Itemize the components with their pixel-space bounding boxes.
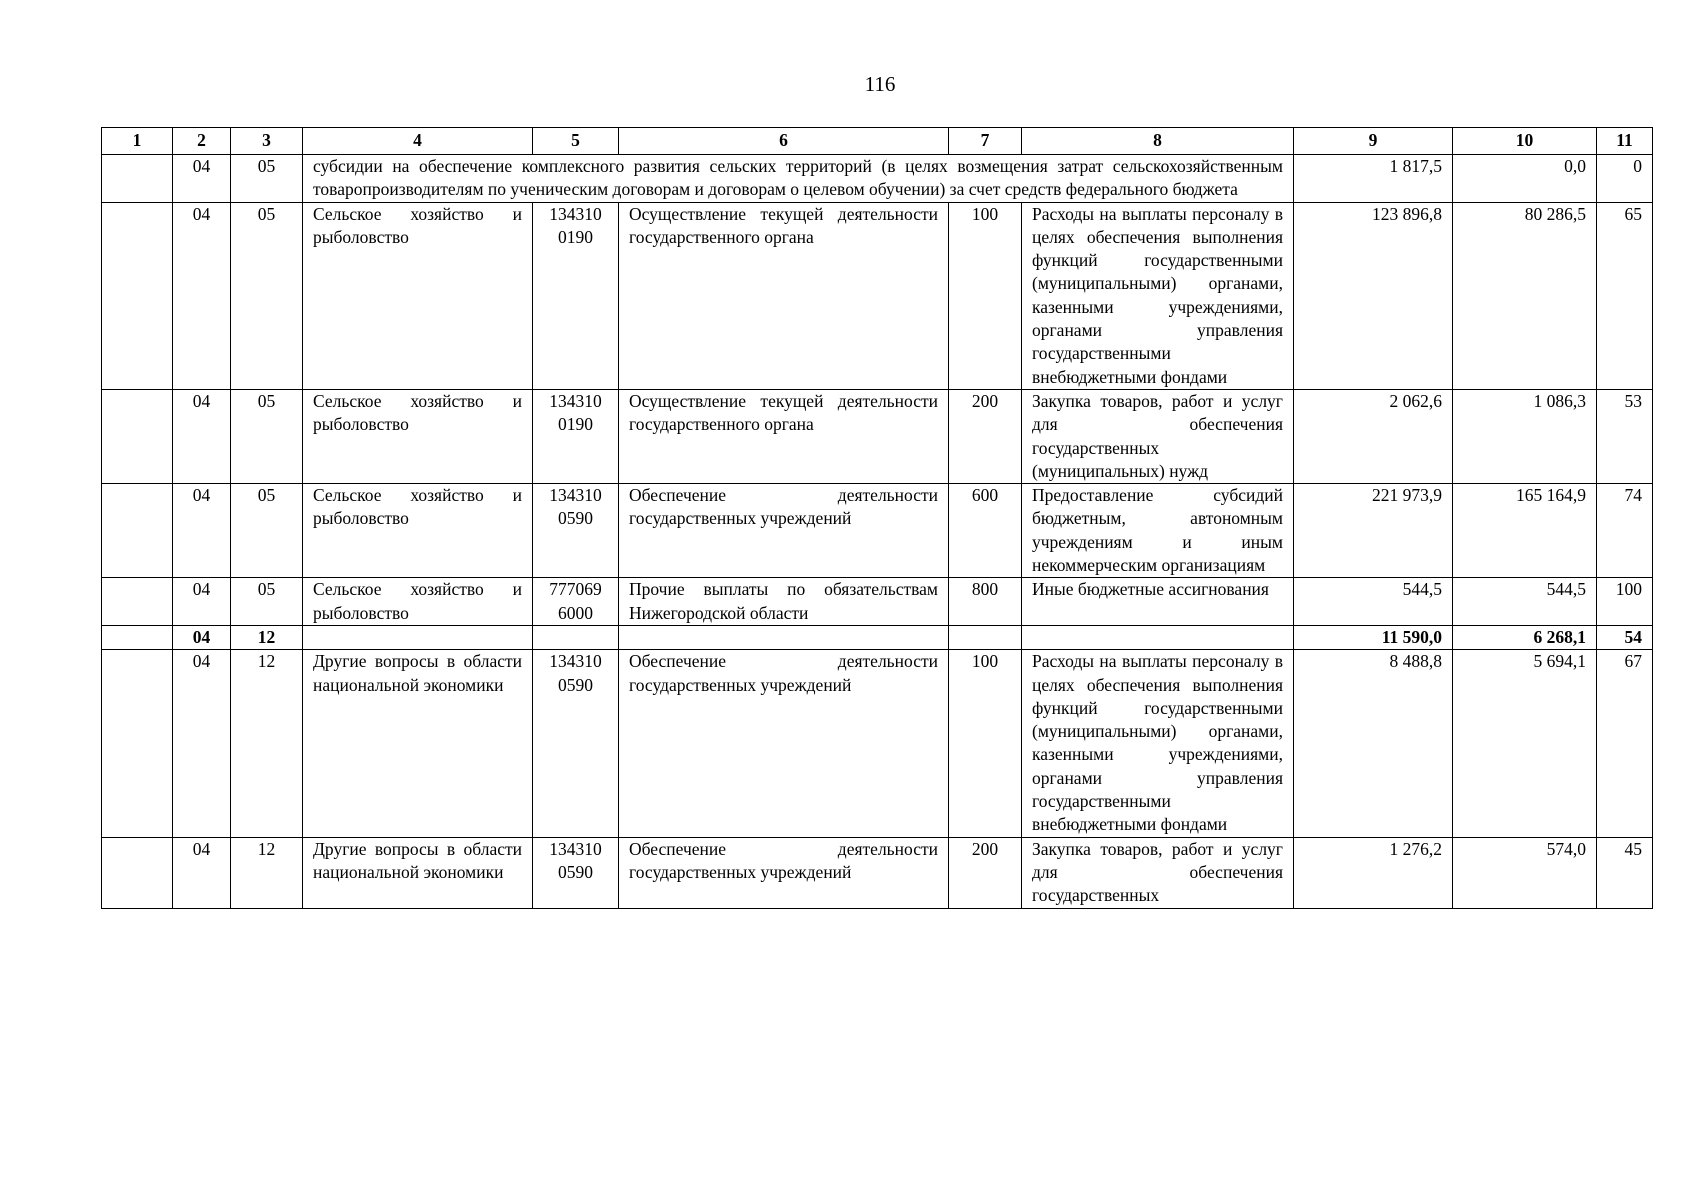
cell: 04 <box>173 202 231 389</box>
cell <box>102 202 173 389</box>
cell-amount: 544,5 <box>1453 578 1597 626</box>
cell: 12 <box>231 837 303 908</box>
cell: 05 <box>231 484 303 578</box>
cell-section: Другие вопросы в области национальной экономики <box>303 837 533 908</box>
cell: 12 <box>231 650 303 837</box>
cell-expense-type: Предоставление субсидий бюджетным, автономным учреждениям и иным некоммерческим организациям <box>1022 484 1294 578</box>
cell-amount: 123 896,8 <box>1294 202 1453 389</box>
cell: 04 <box>173 625 231 649</box>
table-row <box>102 484 1653 578</box>
cell: 04 <box>173 484 231 578</box>
cell <box>949 625 1022 649</box>
col-header: 9 <box>1294 128 1453 155</box>
cell: 04 <box>173 837 231 908</box>
cell-code: 134310 0190 <box>533 202 619 389</box>
cell-expense-type: Расходы на выплаты персоналу в целях обеспечения выполнения функций государственными (муниципальными) органами, казенными учреждениями, органами управления государственными внебюджетными фондами <box>1022 650 1294 837</box>
cell-percent: 67 <box>1597 650 1653 837</box>
cell-type-code: 800 <box>949 578 1022 626</box>
col-header: 6 <box>619 128 949 155</box>
cell-expense-type: Иные бюджетные ассигнования <box>1022 578 1294 626</box>
cell-amount: 1 817,5 <box>1294 155 1453 203</box>
cell-section: Сельское хозяйство и рыболовство <box>303 389 533 483</box>
cell-section: Сельское хозяйство и рыболовство <box>303 484 533 578</box>
cell-code: 134310 0190 <box>533 389 619 483</box>
cell-program: Обеспечение деятельности государственных учреждений <box>619 484 949 578</box>
col-header: 2 <box>173 128 231 155</box>
cell-code: 134310 0590 <box>533 484 619 578</box>
col-header: 3 <box>231 128 303 155</box>
cell-amount: 80 286,5 <box>1453 202 1597 389</box>
cell <box>102 650 173 837</box>
cell-type-code: 100 <box>949 202 1022 389</box>
cell-section: Сельское хозяйство и рыболовство <box>303 202 533 389</box>
cell-amount: 6 268,1 <box>1453 625 1597 649</box>
cell-program: Прочие выплаты по обязательствам Нижегородской области <box>619 578 949 626</box>
cell: 04 <box>173 578 231 626</box>
cell <box>102 625 173 649</box>
cell-percent: 54 <box>1597 625 1653 649</box>
cell-expense-type: Закупка товаров, работ и услуг для обеспечения государственных <box>1022 837 1294 908</box>
cell: 05 <box>231 389 303 483</box>
col-header: 10 <box>1453 128 1597 155</box>
cell-program: Обеспечение деятельности государственных учреждений <box>619 837 949 908</box>
table-row <box>102 202 1653 389</box>
cell-amount: 11 590,0 <box>1294 625 1453 649</box>
cell-program: Осуществление текущей деятельности государственного органа <box>619 202 949 389</box>
cell-expense-type: Расходы на выплаты персоналу в целях обеспечения выполнения функций государственными (муниципальными) органами, казенными учреждениями, органами управления государственными внебюджетными фондами <box>1022 202 1294 389</box>
cell <box>619 625 949 649</box>
cell-amount: 2 062,6 <box>1294 389 1453 483</box>
cell-type-code: 200 <box>949 389 1022 483</box>
cell-program: Обеспечение деятельности государственных учреждений <box>619 650 949 837</box>
cell <box>1022 625 1294 649</box>
cell: 05 <box>231 155 303 203</box>
cell-amount: 1 086,3 <box>1453 389 1597 483</box>
budget-table <box>101 127 1653 909</box>
cell <box>102 155 173 203</box>
subsidy-description: субсидии на обеспечение комплексного развития сельских территорий (в целях возмещения затрат сельскохозяйственным товаропроизводителям по ученическим договорам и договорам о целевом обучении) за счет средств федерального бюджета <box>303 155 1294 203</box>
cell-amount: 544,5 <box>1294 578 1453 626</box>
cell <box>102 578 173 626</box>
cell: 05 <box>231 578 303 626</box>
cell: 12 <box>231 625 303 649</box>
cell: 04 <box>173 650 231 837</box>
cell <box>102 389 173 483</box>
cell-percent: 53 <box>1597 389 1653 483</box>
cell: 04 <box>173 389 231 483</box>
cell-amount: 5 694,1 <box>1453 650 1597 837</box>
cell-type-code: 200 <box>949 837 1022 908</box>
col-header: 8 <box>1022 128 1294 155</box>
cell-amount: 574,0 <box>1453 837 1597 908</box>
cell-program: Осуществление текущей деятельности государственного органа <box>619 389 949 483</box>
cell-section: Сельское хозяйство и рыболовство <box>303 578 533 626</box>
col-header: 1 <box>102 128 173 155</box>
subtotal-row <box>102 625 1653 649</box>
cell-amount: 0,0 <box>1453 155 1597 203</box>
cell-percent: 74 <box>1597 484 1653 578</box>
cell: 04 <box>173 155 231 203</box>
col-header: 7 <box>949 128 1022 155</box>
cell-code: 134310 0590 <box>533 837 619 908</box>
cell-code: 134310 0590 <box>533 650 619 837</box>
table-row <box>102 578 1653 626</box>
cell-percent: 100 <box>1597 578 1653 626</box>
cell-type-code: 600 <box>949 484 1022 578</box>
cell-code: 777069 6000 <box>533 578 619 626</box>
cell-amount: 8 488,8 <box>1294 650 1453 837</box>
cell <box>533 625 619 649</box>
table-row <box>102 650 1653 837</box>
cell <box>102 484 173 578</box>
header-row <box>102 128 1653 155</box>
cell-percent: 65 <box>1597 202 1653 389</box>
cell-section: Другие вопросы в области национальной экономики <box>303 650 533 837</box>
table-row <box>102 837 1653 908</box>
col-header: 4 <box>303 128 533 155</box>
page-number: 116 <box>864 72 896 96</box>
table-row <box>102 389 1653 483</box>
cell-percent: 0 <box>1597 155 1653 203</box>
cell-expense-type: Закупка товаров, работ и услуг для обеспечения государственных (муниципальных) нужд <box>1022 389 1294 483</box>
cell <box>102 837 173 908</box>
cell: 05 <box>231 202 303 389</box>
col-header: 11 <box>1597 128 1653 155</box>
table-row <box>102 155 1653 203</box>
cell-amount: 221 973,9 <box>1294 484 1453 578</box>
cell-amount: 165 164,9 <box>1453 484 1597 578</box>
cell-type-code: 100 <box>949 650 1022 837</box>
cell-percent: 45 <box>1597 837 1653 908</box>
col-header: 5 <box>533 128 619 155</box>
cell <box>303 625 533 649</box>
cell-amount: 1 276,2 <box>1294 837 1453 908</box>
